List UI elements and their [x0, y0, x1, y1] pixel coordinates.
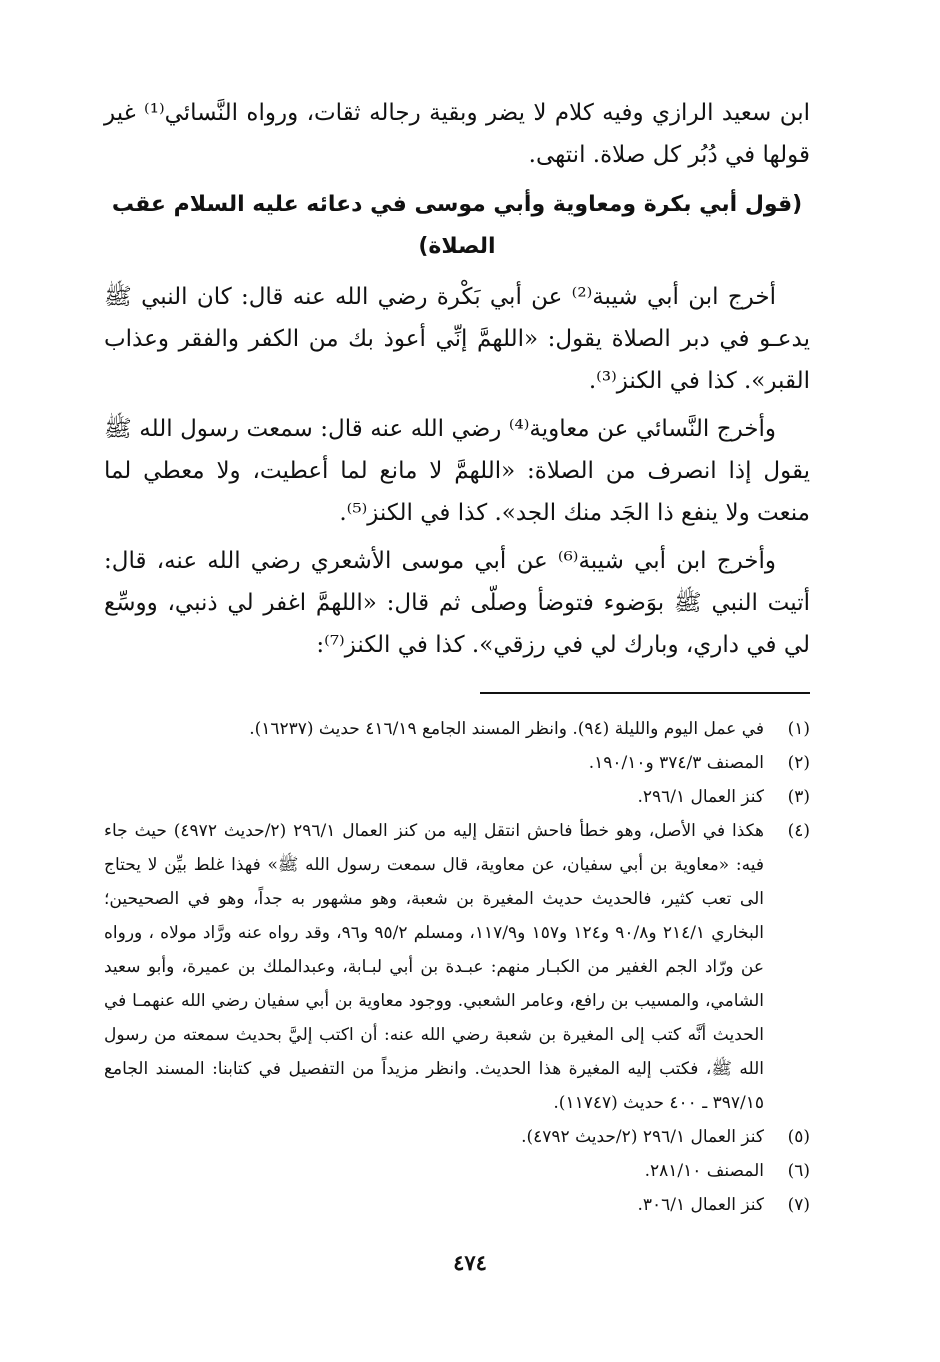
- footnote-number: (٣): [787, 787, 810, 807]
- footnote-text: هكذا في الأصل، وهو خطأ فاحش انتقل إليه من كنز العمال ٢٩٦/١ (٢/حديث ٤٩٧٢) حيث جاء فيه: «معاوية بن أبي سفيان، عن معاوية، قال سمعت رسول الله ﷺ» فهذا غلط بيِّن لا يحتاج الى تعب كثير، فالحديث حديث المغيرة بن شعبة، وهو مشهور به جداً، وهو في الصحيحين؛ البخاري ٢١٤/١ و٩٠/٨ و١٢٤ و١٥٧ و١١٧/٩، ومسلم ٩٥/٢ و٩٦، وقد رواه عنه ورَّاد مولاه ، ورواه عن ورّاد الجم الغفير من الكبـار منهم: عبـدة بن أبي لبـابة، وعبدالملك بن عميرة، وأبو سعيد الشامي، والمسيب بن رافع، وعامر الشعبي. ووجود معاوية بن أبي سفيان رضي الله عنهمـا في الحديث أنَّه كتب إلى المغيرة بن شعبة رضي الله عنه: أن اكتب إليَّ بحديث سمعته من رسول الله ﷺ، فكتب إليه المغيرة هذا الحديث. وانظر مزيداً من التفصيل في كتابنا: المسند الجامع ٣٩٧/١٥ ـ ٤٠٠ حديث (١١٧٤٧).: [104, 821, 764, 1113]
- paragraph-muawiya: وأخرج النَّسائي عن معاوية⁽⁴⁾ رضي الله عنه قال: سمعت رسول الله ﷺ يقول إذا انصرف من الصلاة: «اللهمَّ لا مانع لما أعطيت، ولا معطي لما منعت ولا ينفع ذا الجَد منك الجد». كذا في الكنز⁽⁵⁾.: [104, 416, 810, 526]
- footnote-item: [104, 1154, 810, 1188]
- continuation-paragraph: ابن سعيد الرازي وفيه كلام لا يضر وبقية رجاله ثقات، ورواه النَّسائي⁽¹⁾ غير قولها في دُبُر كل صلاة. انتهى.: [104, 100, 810, 168]
- book-page: [104, 92, 810, 1292]
- footnote-text: كنز العمال ٣٠٦/١.: [637, 1195, 764, 1215]
- footnote-item: [104, 780, 810, 814]
- footnote-number: (٥): [787, 1127, 810, 1147]
- page-number: ٤٧٤: [453, 1250, 487, 1275]
- footnote-number: (٧): [787, 1195, 810, 1215]
- footnote-item: [104, 1188, 810, 1222]
- footnote-text: في عمل اليوم والليلة (٩٤). وانظر المسند الجامع ٤١٦/١٩ حديث (١٦٢٣٧).: [249, 719, 764, 739]
- footnotes-section: [104, 712, 810, 1222]
- footnote-number: (٦): [787, 1161, 810, 1181]
- footnote-separator: [480, 692, 810, 694]
- footnote-text: المصنف ٢٨١/١٠.: [644, 1161, 764, 1181]
- paragraph-abu-musa: وأخرج ابن أبي شيبة⁽⁶⁾ عن أبي موسى الأشعري رضي الله عنه، قال: أتيت النبي ﷺ بوَضوء فتوضأ وصلّى ثم قال: «اللهمَّ اغفر لي ذنبي، ووسِّع لي في داري، وبارك لي في رزقي». كذا في الكنز⁽⁷⁾:: [104, 548, 810, 658]
- footnote-text: كنز العمال ٢٩٦/١ (٢/حديث ٤٧٩٢).: [521, 1127, 764, 1147]
- section-heading: (قول أبي بكرة ومعاوية وأبي موسى في دعائه عليه السلام عقب الصلاة): [111, 192, 803, 259]
- footnote-text: المصنف ٣٧٤/٣ و١٩٠/١٠.: [588, 753, 764, 773]
- paragraph-abu-bakra: أخرج ابن أبي شيبة⁽²⁾ عن أبي بَكْرة رضي الله عنه قال: كان النبي ﷺ يدعـو في دبر الصلاة يقول: «اللهمَّ إنِّي أعوذ بك من الكفر والفقر وعذاب القبر». كذا في الكنز⁽³⁾.: [104, 284, 810, 394]
- footnote-item: [104, 746, 810, 780]
- footnote-item: [104, 814, 810, 1120]
- footnote-item: [104, 712, 810, 746]
- footnote-item: [104, 1120, 810, 1154]
- footnote-number: (٢): [787, 753, 810, 773]
- footnote-number: (١): [787, 719, 810, 739]
- footnote-text: كنز العمال ٢٩٦/١.: [637, 787, 764, 807]
- footnote-number: (٤): [787, 821, 810, 841]
